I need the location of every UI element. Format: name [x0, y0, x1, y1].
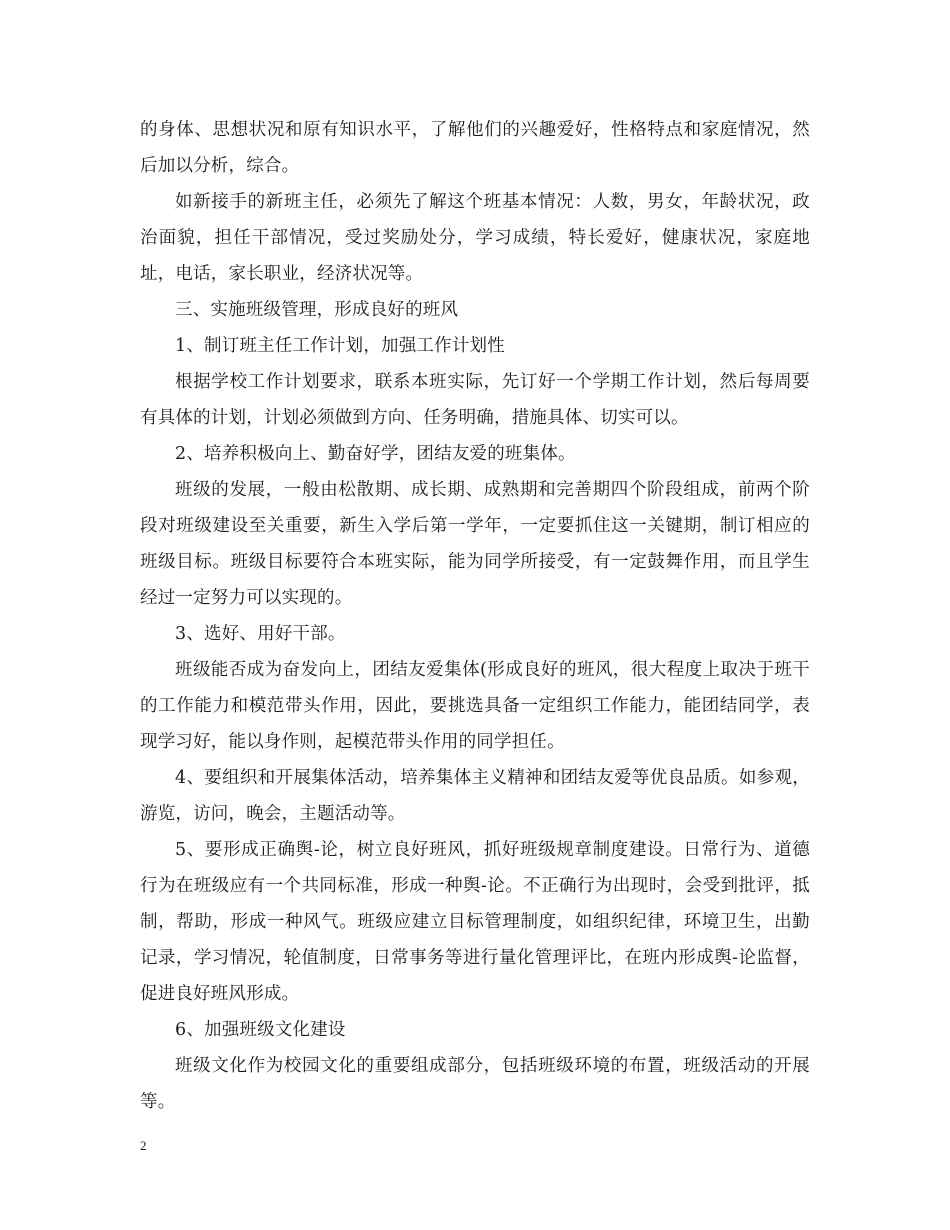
paragraph: 4、要组织和开展集体活动，培养集体主义精神和团结友爱等优良品质。如参观，游览，访问，晚会，主题活动等。	[140, 768, 810, 824]
document-body	[140, 112, 810, 1120]
paragraph: 如新接手的新班主任，必须先了解这个班基本情况：人数，男女，年龄状况，政治面貌，担任干部情况，受过奖励处分，学习成绩，特长爱好，健康状况，家庭地址，电话，家长职业，经济状况等。	[140, 192, 810, 284]
page-number: 2	[140, 1138, 147, 1153]
paragraph: 根据学校工作计划要求，联系本班实际，先订好一个学期工作计划，然后每周要有具体的计划，计划必须做到方向、任务明确，措施具体、切实可以。	[140, 372, 810, 428]
subheading: 2、培养积极向上、勤奋好学，团结友爱的班集体。	[175, 444, 576, 464]
subheading: 6、加强班级文化建设	[175, 1020, 346, 1040]
section-heading: 三、实施班级管理，形成良好的班风	[175, 300, 459, 320]
paragraph: 5、要形成正确舆-论，树立良好班风，抓好班级规章制度建设。日常行为、道德行为在班级应有一个共同标准，形成一种舆-论。不正确行为出现时，会受到批评，抵制，帮助，形成一种风气。班级应建立目标管理制度，如组织纪律，环境卫生，出勤记录，学习情况，轮值制度，日常事务等进行量化管理评比，在班内形成舆-论监督，促进良好班风形成。	[140, 840, 810, 1004]
paragraph: 班级文化作为校园文化的重要组成部分，包括班级环境的布置，班级活动的开展等。	[140, 1056, 810, 1112]
paragraph: 的身体、思想状况和原有知识水平，了解他们的兴趣爱好，性格特点和家庭情况，然后加以分析，综合。	[140, 120, 810, 176]
paragraph: 班级能否成为奋发向上，团结友爱集体(形成良好的班风，很大程度上取决于班干的工作能力和模范带头作用，因此，要挑选具备一定组织工作能力，能团结同学，表现学习好，能以身作则，起模范带头作用的同学担任。	[140, 660, 810, 752]
paragraph: 班级的发展，一般由松散期、成长期、成熟期和完善期四个阶段组成，前两个阶段对班级建设至关重要，新生入学后第一学年，一定要抓住这一关键期，制订相应的班级目标。班级目标要符合本班实际，能为同学所接受，有一定鼓舞作用，而且学生经过一定努力可以实现的。	[140, 480, 810, 608]
subheading: 3、选好、用好干部。	[175, 624, 346, 644]
subheading: 1、制订班主任工作计划，加强工作计划性	[175, 336, 505, 356]
